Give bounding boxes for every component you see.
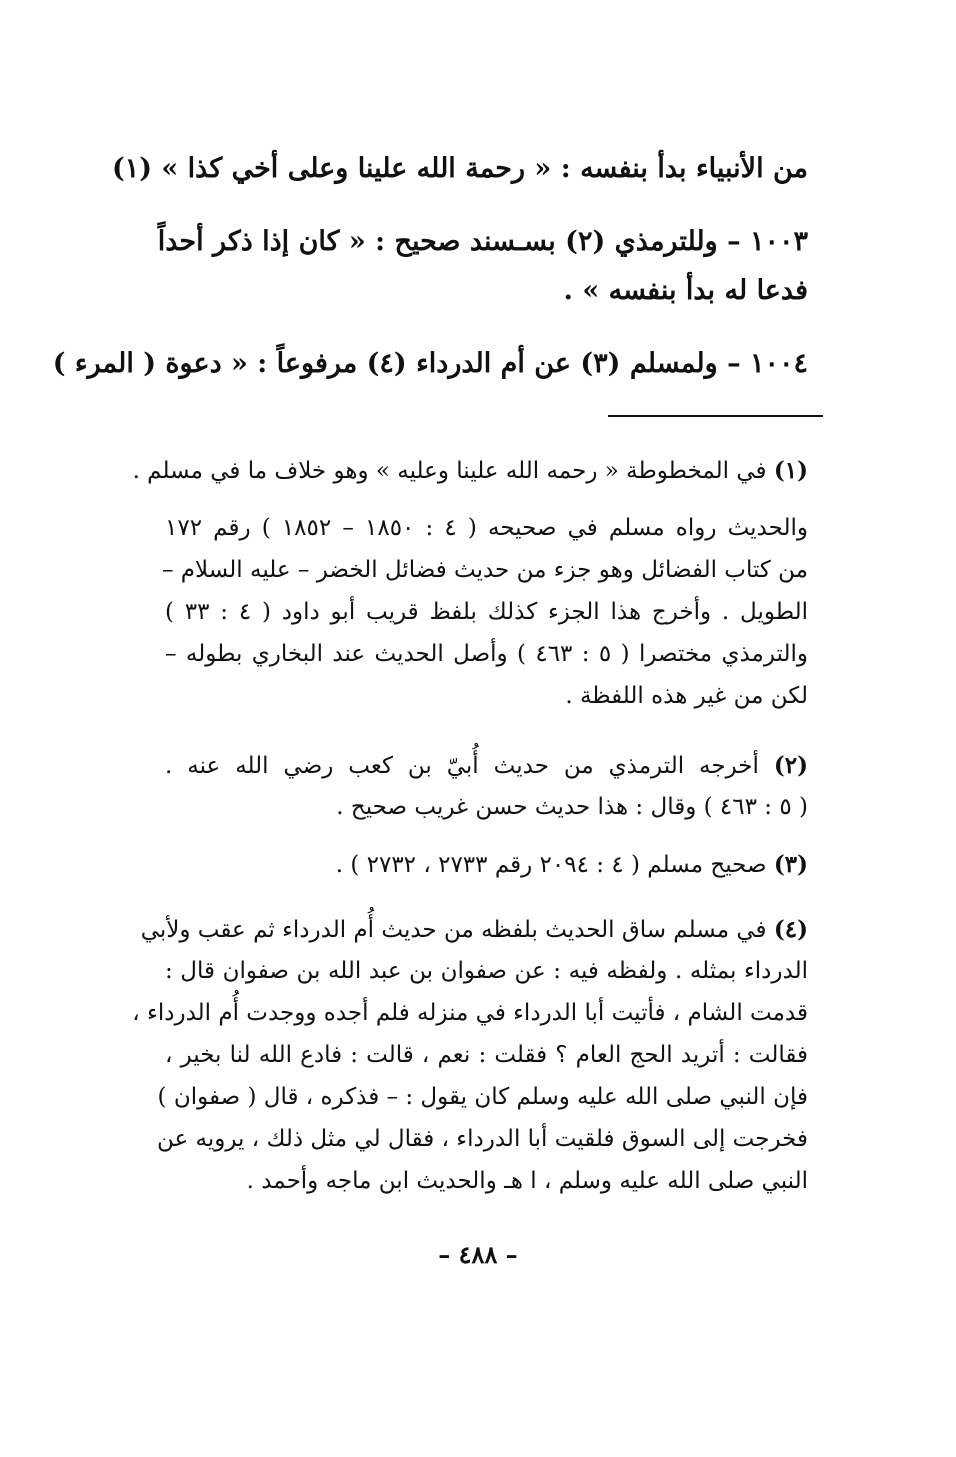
footnote-1-line-2: والحديث رواه مسلم في صحيحه ( ٤ : ١٨٥٠ – ١٨٥٢ ) رقم ١٧٢: [165, 515, 808, 541]
footnote-1-text: في المخطوطة « رحمه الله علينا وعليه » وهو خلاف ما في مسلم .: [132, 458, 767, 484]
footnote-4-line-1: [140, 916, 808, 943]
footnote-separator: [608, 415, 823, 417]
main-line-1: من الأنبياء بدأ بنفسه : « رحمة الله علينا وعلى أخي كذا » (١): [111, 153, 808, 184]
footnote-4-number: (٤): [773, 916, 808, 943]
footnote-1-line-3: من كتاب الفضائل وهو جزء من حديث فضائل الخضر – عليه السلام –: [162, 557, 808, 583]
hadith-1003-line-1: ١٠٠٣ – وللترمذي (٢) بسـسند صحيح : « كان إذا ذكر أحداً: [157, 226, 808, 257]
footnote-4-line-6: فخرجت إلى السوق فلقيت أبا الدرداء ، فقال لي مثل ذلك ، يرويه عن: [156, 1126, 808, 1152]
footnote-2-line-2: ( ٥ : ٤٦٣ ) وقال : هذا حديث حسن غريب صحيح .: [336, 794, 808, 820]
footnote-1-line-1: [133, 459, 808, 483]
footnote-2-text: أخرجه الترمذي من حديث أُبيّ بن كعب رضي الله عنه .: [165, 753, 759, 779]
page-number: – ٤٨٨ –: [438, 1240, 518, 1269]
footnote-4-line-4: فقالت : أتريد الحج العام ؟ فقلت : نعم ، قالت : فادع الله لنا بخير ،: [165, 1042, 808, 1068]
hadith-1003-line-2: فدعا له بدأ بنفسه » .: [563, 275, 808, 306]
footnote-2-line-1: [165, 754, 808, 778]
footnote-4-line-2: الدرداء بمثله . ولفظه فيه : عن صفوان بن عبد الله بن صفوان قال :: [165, 958, 808, 984]
footnote-4-text: في مسلم ساق الحديث بلفظه من حديث أُم الدرداء ثم عقب ولأبي: [140, 917, 767, 943]
footnote-2-number: (٢): [773, 752, 809, 779]
footnote-4-line-7: النبي صلى الله عليه وسلم ، ا هـ والحديث ابن ماجه وأحمد .: [246, 1168, 808, 1194]
footnote-4-line-3: قدمت الشام ، فأتيت أبا الدرداء في منزله فلم أجده ووجدت أُم الدرداء ،: [132, 1000, 808, 1026]
footnote-1-number: (١): [773, 457, 808, 484]
footnote-3-number: (٣): [773, 851, 808, 878]
footnote-1-line-4: الطويل . وأخرج هذا الجزء كذلك بلفظ قريب أبو داود ( ٤ : ٣٣ ): [165, 599, 808, 625]
footnote-4-line-5: فإن النبي صلى الله عليه وسلم كان يقول : – فذكره ، قال ( صفوان ): [157, 1084, 808, 1110]
footnote-3-text: صحيح مسلم ( ٤ : ٢٠٩٤ رقم ٢٧٣٣ ، ٢٧٣٢ ) .: [335, 852, 767, 878]
footnote-1-line-6: لكن من غير هذه اللفظة .: [565, 683, 808, 709]
footnote-3-line-1: [336, 853, 808, 877]
hadith-1004-line-1: ١٠٠٤ – ولمسلم (٣) عن أم الدرداء (٤) مرفوعاً : « دعوة ( المرء ): [52, 348, 808, 379]
footnote-1-line-5: والترمذي مختصرا ( ٥ : ٤٦٣ ) وأصل الحديث عند البخاري بطوله –: [165, 641, 809, 667]
